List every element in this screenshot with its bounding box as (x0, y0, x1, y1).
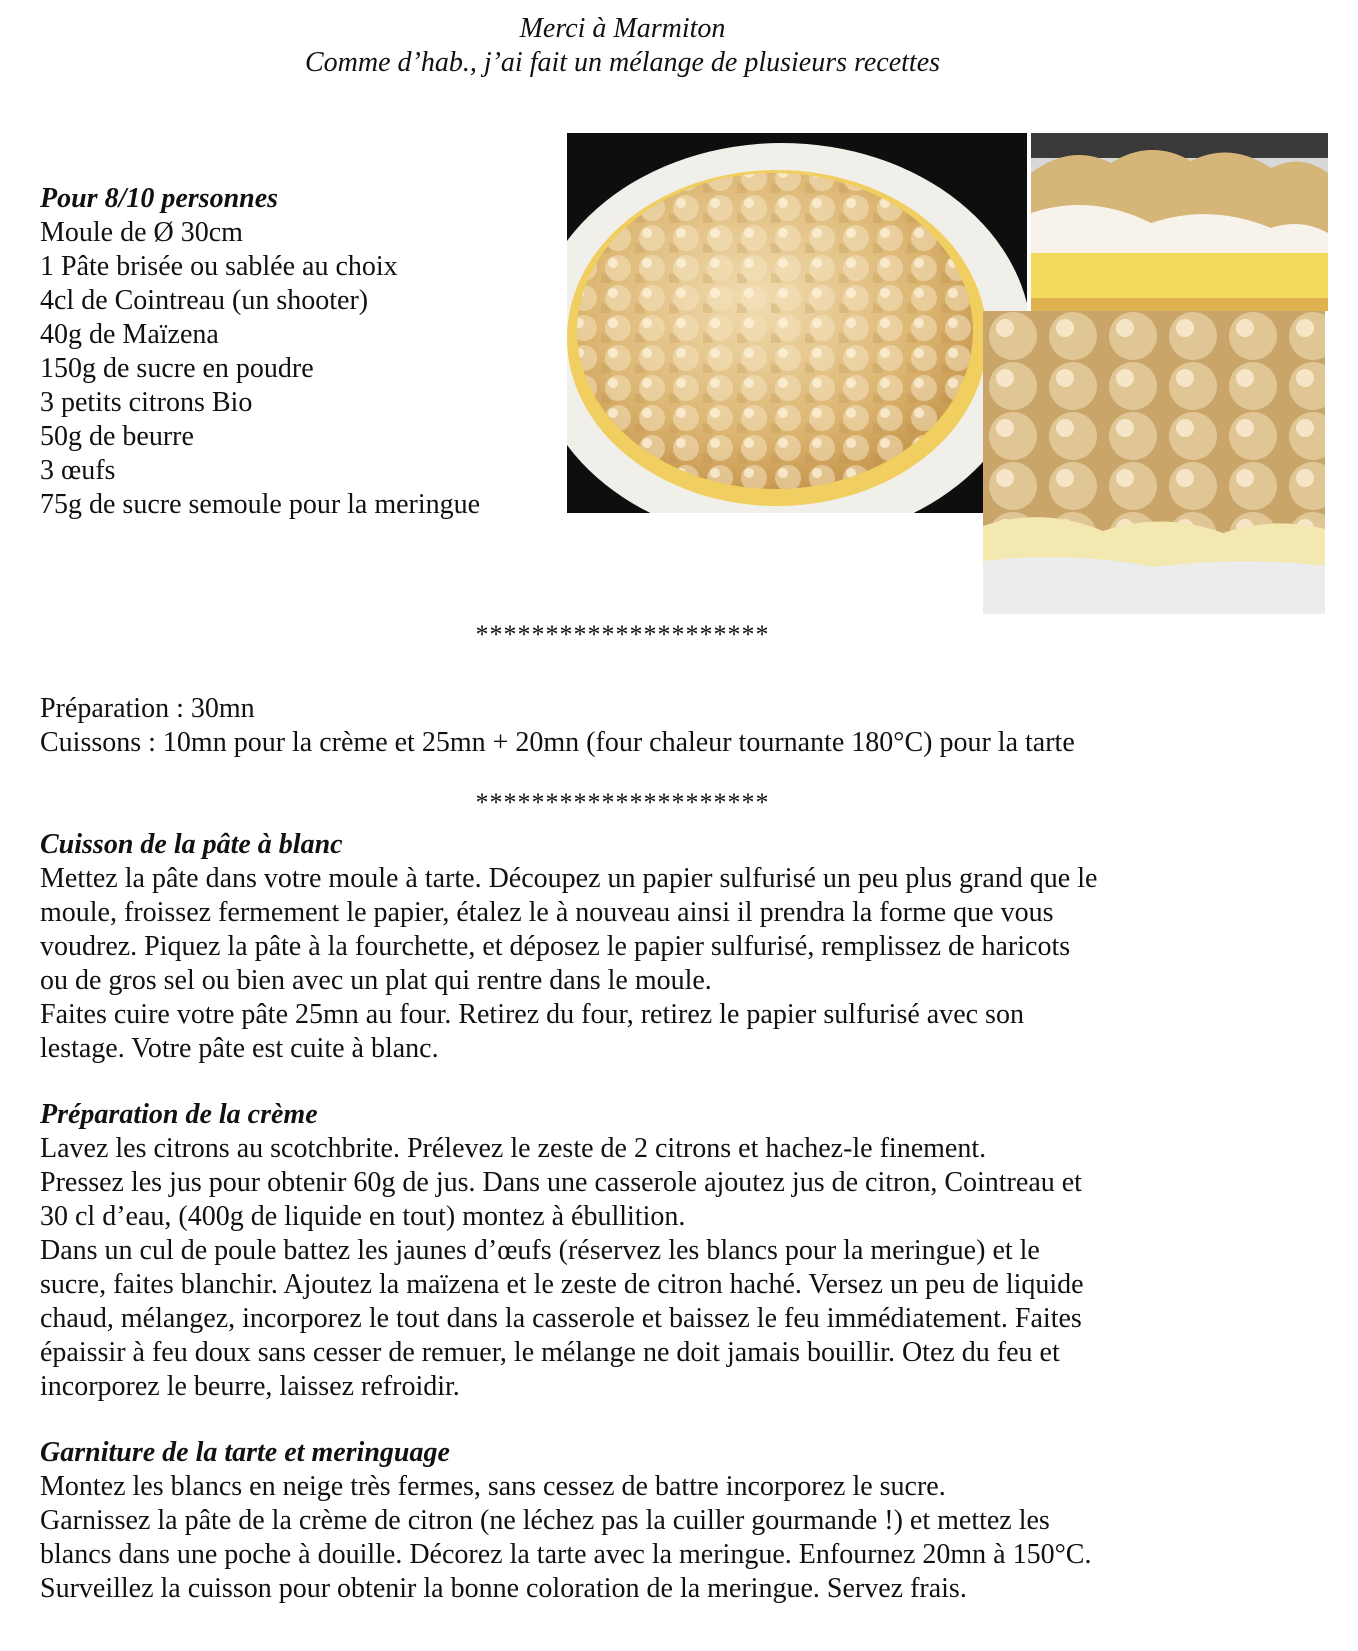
tart-top-view-photo (567, 133, 1027, 513)
separator: ********************* (475, 788, 770, 817)
separator: ********************* (475, 620, 770, 649)
ingredients-list (40, 182, 480, 522)
ingredient-item: 40g de Maïzena (40, 319, 219, 350)
paragraph-line: 30 cl d’eau, (400g de liquide en tout) montez à ébullition. (40, 1201, 686, 1232)
section-title: Cuisson de la pâte à blanc (40, 829, 343, 860)
section-preparation-creme (40, 1098, 1260, 1404)
ingredient-item: 1 Pâte brisée ou sablée au choix (40, 251, 398, 282)
paragraph-line: Garnissez la pâte de la crème de citron (ne léchez pas la cuiller gourmande !) et mettez les (40, 1505, 1050, 1536)
preparation-time: Préparation : 30mn (40, 693, 255, 724)
paragraph-line: épaissir à feu doux sans cesser de remuer, le mélange ne doit jamais bouillir. Otez du feu et (40, 1337, 1060, 1368)
section-garniture-meringuage (40, 1436, 1260, 1606)
paragraph-line: Faites cuire votre pâte 25mn au four. Retirez du four, retirez le papier sulfurisé avec son (40, 999, 1024, 1030)
paragraph-line: Dans un cul de poule battez les jaunes d’œufs (réservez les blancs pour la meringue) et le (40, 1235, 1040, 1266)
paragraph-line: ou de gros sel ou bien avec un plat qui rentre dans le moule. (40, 965, 712, 996)
ingredient-item: 150g de sucre en poudre (40, 353, 314, 384)
ingredient-item: 3 petits citrons Bio (40, 387, 253, 418)
paragraph-line: Montez les blancs en neige très fermes, sans cessez de battre incorporez le sucre. (40, 1471, 946, 1502)
paragraph-line: incorporez le beurre, laissez refroidir. (40, 1371, 460, 1402)
section-title: Garniture de la tarte et meringuage (40, 1437, 450, 1468)
ingredient-item: 4cl de Cointreau (un shooter) (40, 285, 369, 316)
paragraph-line: lestage. Votre pâte est cuite à blanc. (40, 1033, 439, 1064)
paragraph-line: Mettez la pâte dans votre moule à tarte. Découpez un papier sulfurisé un peu plus grand que le (40, 863, 1098, 894)
section-title: Préparation de la crème (40, 1099, 318, 1130)
paragraph-line: chaud, mélangez, incorporez le tout dans la casserole et baissez le feu immédiatement. Faites (40, 1303, 1082, 1334)
paragraph-line: voudrez. Piquez la pâte à la fourchette, et déposez le papier sulfurisé, remplissez de haricots (40, 931, 1071, 962)
ingredient-item: 50g de beurre (40, 421, 194, 452)
servings-title: Pour 8/10 personnes (40, 183, 279, 214)
cooking-time: Cuissons : 10mn pour la crème et 25mn + 20mn (four chaleur tournante 180°C) pour la tarte (40, 727, 1075, 758)
tart-side-closeup-photo (983, 311, 1325, 614)
paragraph-line: Surveillez la cuisson pour obtenir la bonne coloration de la meringue. Servez frais. (40, 1573, 967, 1604)
ingredient-item: 3 œufs (40, 455, 116, 486)
credit-line: Merci à Marmiton (519, 13, 726, 44)
timing-block (40, 692, 1075, 760)
paragraph-line: moule, froissez fermement le papier, étalez le à nouveau ainsi il prendra la forme que vous (40, 897, 1054, 928)
ingredient-item: Moule de Ø 30cm (40, 217, 243, 248)
ingredient-item: 75g de sucre semoule pour la meringue (40, 489, 481, 520)
section-pate-a-blanc (40, 828, 1260, 1066)
paragraph-line: sucre, faites blanchir. Ajoutez la maïzena et le zeste de citron haché. Versez un peu de liquide (40, 1269, 1084, 1300)
subtitle-line: Comme d’hab., j’ai fait un mélange de plusieurs recettes (304, 47, 941, 78)
paragraph-line: blancs dans une poche à douille. Décorez la tarte avec la meringue. Enfournez 20mn à 150°C. (40, 1539, 1092, 1570)
tart-slice-closeup-photo (1031, 133, 1328, 311)
header (0, 12, 1245, 80)
paragraph-line: Pressez les jus pour obtenir 60g de jus. Dans une casserole ajoutez jus de citron, Cointreau et (40, 1167, 1082, 1198)
paragraph-line: Lavez les citrons au scotchbrite. Prélevez le zeste de 2 citrons et hachez-le finement. (40, 1133, 987, 1164)
